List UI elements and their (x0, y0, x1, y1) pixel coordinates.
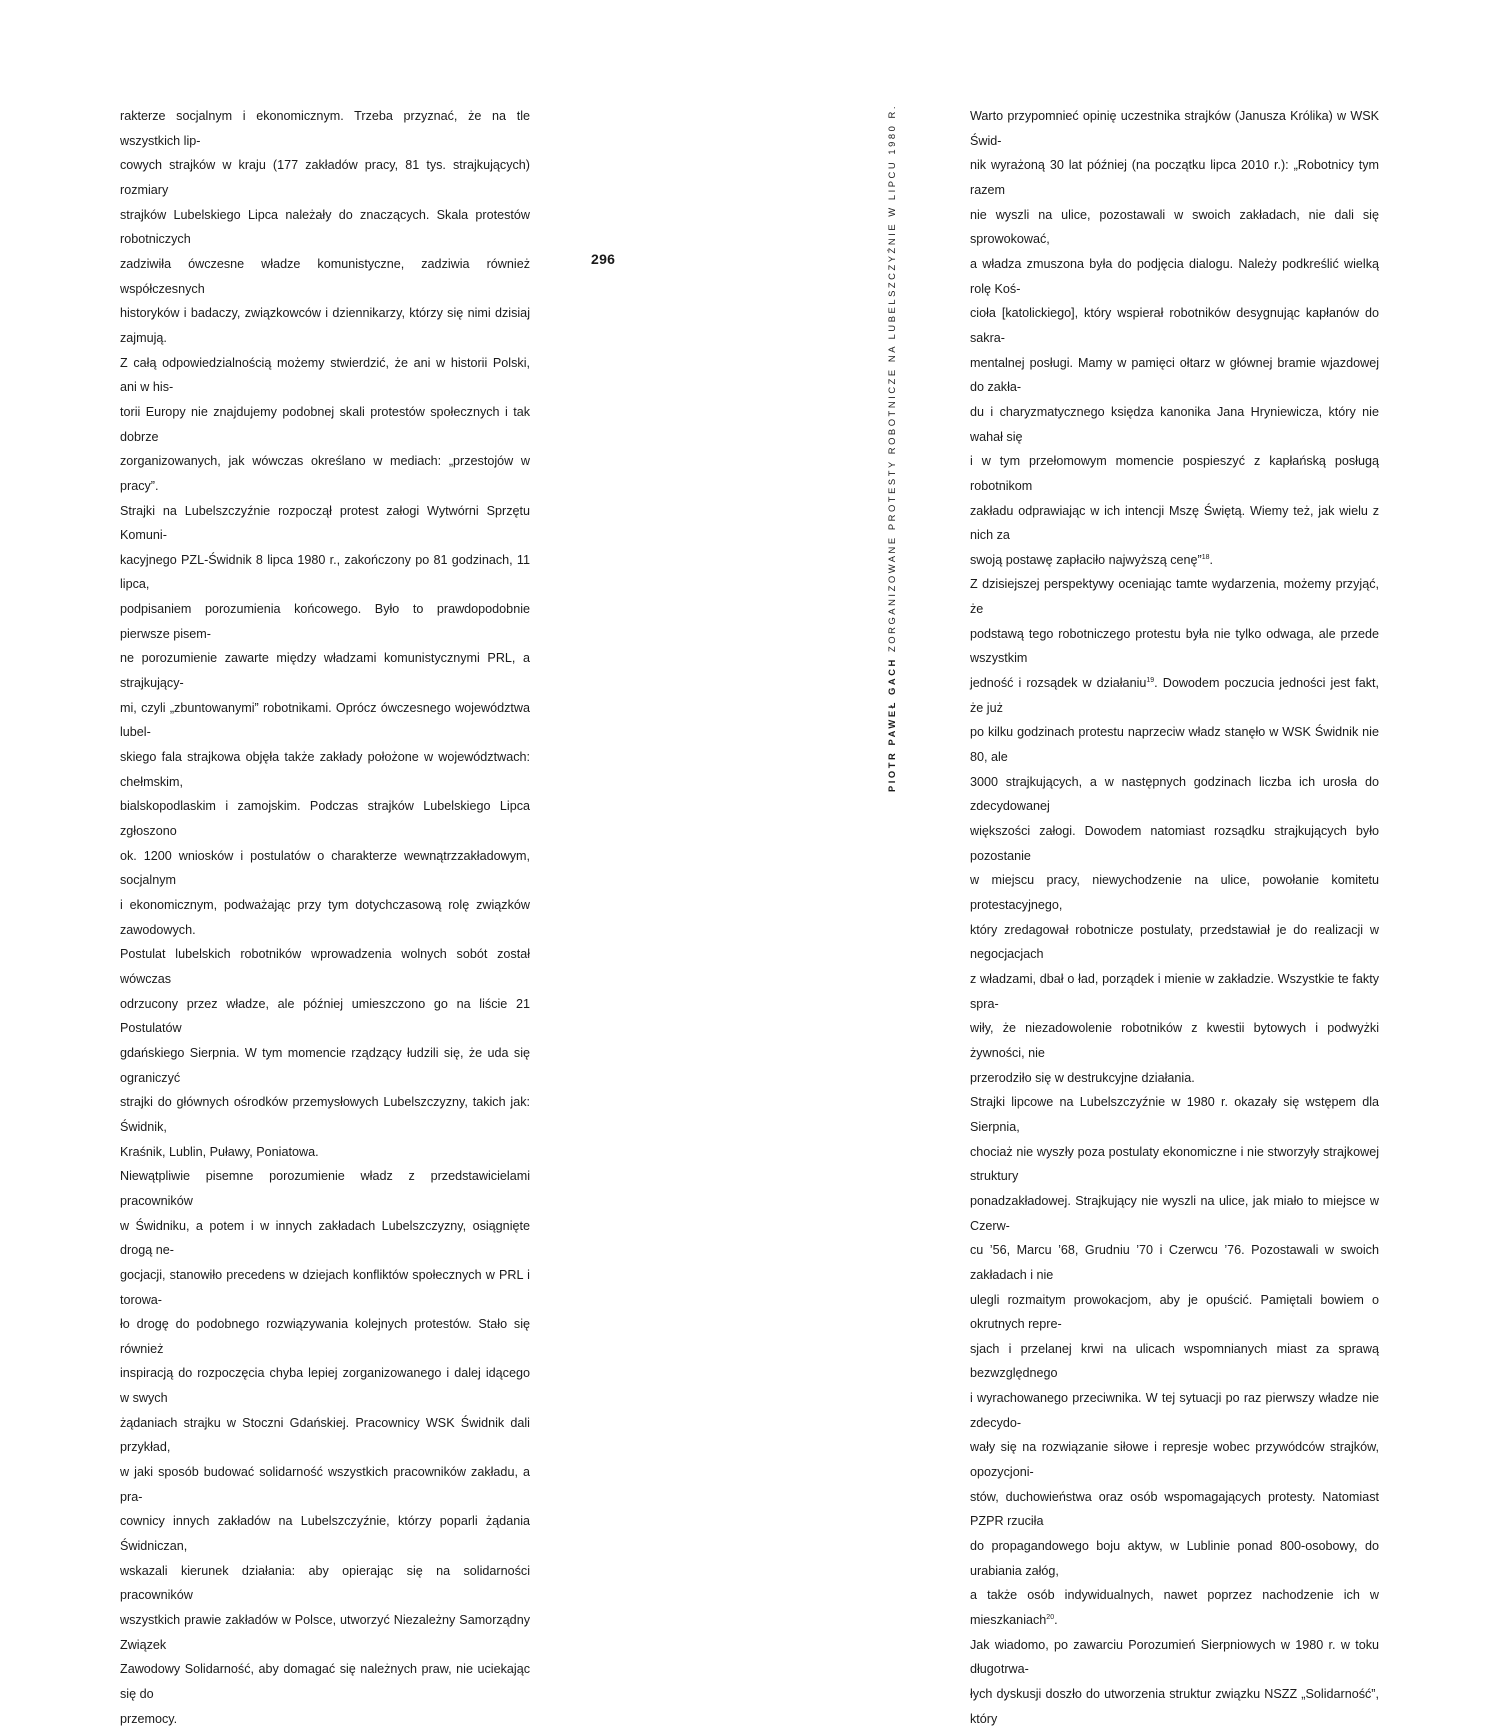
text-line: ne porozumienie zawarte między władzami komunistycznymi PRL, a strajkujący- (120, 651, 530, 691)
text-line: skiego fala strajkowa objęła także zakłady położone w województwach: chełmskim, (120, 750, 530, 789)
text-line: gdańskiego Sierpnia. W tym momencie rządzący łudzili się, że uda się ograniczyć (120, 1045, 530, 1085)
text-line: cownicy innych zakładów na Lubelszczyźnie, którzy poparli żądania Świdniczan, (120, 1514, 530, 1554)
text-line: Postulat lubelskich robotników wprowadzenia wolnych sobót został wówczas (120, 947, 530, 986)
running-head (886, 104, 898, 792)
text-line: zorganizowanych, jak wówczas określano w mediach: „przestojów w pracy”. (120, 454, 530, 493)
text-line: większości załogi. Dowodem natomiast rozsądku strajkujących było pozostanie (970, 824, 1379, 863)
text-line: rakterze socjalnym i ekonomicznym. Trzeba przyznać, że na tle wszystkich lip- (120, 109, 530, 148)
text-line: a także osób indywidualnych, nawet poprzez nachodzenie ich w mieszkaniach (970, 1588, 1379, 1628)
text-line: inspiracją do rozpoczęcia chyba lepiej zorganizowanego i dalej idącego w swych (120, 1366, 530, 1406)
text-line: Strajki lipcowe na Lubelszczyźnie w 1980 r. okazały się wstępem dla Sierpnia, (970, 1095, 1379, 1134)
text-line: Niewątpliwie pisemne porozumienie władz z przedstawicielami pracowników (120, 1169, 530, 1208)
text-line: w jaki sposób budować solidarność wszystkich pracowników zakładu, a pra- (120, 1465, 530, 1504)
text-line: 3000 strajkujących, a w następnych godzinach liczba ich urosła do zdecydowanej (970, 774, 1379, 814)
text-line: a władza zmuszona była do podjęcia dialogu. Należy podkreślić wielką rolę Koś- (970, 256, 1379, 296)
text-line: cowych strajków w kraju (177 zakładów pracy, 81 tys. strajkujących) rozmiary (120, 158, 530, 197)
text-line: podpisaniem porozumienia końcowego. Było to prawdopodobnie pierwsze pisem- (120, 602, 530, 641)
text-line: gocjacji, stanowiło precedens w dziejach konfliktów społecznych w PRL i torowa- (120, 1267, 530, 1307)
text-line: Z całą odpowiedzialnością możemy stwierdzić, że ani w historii Polski, ani w his- (120, 355, 530, 395)
text-line: du i charyzmatycznego księdza kanonika Jana Hryniewicza, który nie wahał się (970, 404, 1379, 444)
text-line: chociaż nie wyszły poza postulaty ekonomiczne i nie stworzyły strajkowej struktury (970, 1144, 1379, 1184)
text-line: ulegli rozmaitym prowokacjom, aby je opuścić. Pamiętali bowiem o okrutnych repre- (970, 1292, 1379, 1332)
text-line: przemocy. (120, 1711, 178, 1726)
text-line: cioła [katolickiego], który wspierał robotników desygnując kapłanów do sakra- (970, 306, 1379, 345)
text-line: . Dowodem poczucia jedności jest fakt, że już (970, 676, 1379, 715)
text-line: w Świdniku, a potem i w innych zakładach Lubelszczyzny, osiągnięte drogą ne- (120, 1218, 530, 1258)
text-line: strajki do głównych ośrodków przemysłowych Lubelszczyzny, takich jak: Świdnik, (120, 1095, 530, 1134)
text-line: Warto przypomnieć opinię uczestnika strajków (Janusza Królika) w WSK Świd- (970, 109, 1379, 148)
text-line: ło drogę do podobnego rozwiązywania kolejnych protestów. Stało się również (120, 1317, 530, 1356)
text-line: w miejscu pracy, niewychodzenie na ulice, powołanie komitetu protestacyjnego, (970, 873, 1379, 912)
text-line: . (1209, 552, 1213, 567)
text-line: nie wyszli na ulice, pozostawali w swoich zakładach, nie dali się sprowokować, (970, 207, 1379, 247)
text-line: i wyrachowanego przeciwnika. W tej sytuacji po raz pierwszy władze nie zdecydo- (970, 1391, 1379, 1430)
text-line: Z dzisiejszej perspektywy oceniając tamte wydarzenia, możemy przyjąć, że (970, 577, 1379, 617)
text-line: historyków i badaczy, związkowców i dziennikarzy, którzy się nimi dzisiaj zajmują. (120, 306, 530, 345)
page-number: 296 (591, 251, 616, 267)
text-line: żądaniach strajku w Stoczni Gdańskiej. Pracownicy WSK Świdnik dali przykład, (120, 1415, 530, 1455)
text-line: swoją postawę zapłaciło najwyższą cenę” (970, 552, 1202, 567)
text-line: torii Europy nie znajdujemy podobnej skali protestów społecznych i tak dobrze (120, 404, 530, 444)
text-line: mentalnej posługi. Mamy w pamięci ołtarz w głównej bramie wjazdowej do zakła- (970, 355, 1379, 395)
text-line: nik wyrażoną 30 lat później (na początku lipca 2010 r.): „Robotnicy tym razem (970, 158, 1379, 197)
paragraph (970, 104, 1379, 572)
text-line: Kraśnik, Lublin, Puławy, Poniatowa. (120, 1144, 319, 1159)
text-line: podstawą tego robotniczego protestu była nie tylko odwaga, ale przede wszystkim (970, 626, 1379, 666)
paragraph (120, 499, 530, 1165)
paragraph (970, 1090, 1379, 1632)
text-line: wskazali kierunek działania: aby opierając się na solidarności pracowników (120, 1563, 530, 1603)
footnote-marker: 20 (1046, 1613, 1055, 1621)
text-line: ok. 1200 wniosków i postulatów o charakterze wewnątrzzakładowym, socjalnym (120, 848, 530, 888)
running-head-title: ZORGANIZOWANE PROTESTY ROBOTNICZE NA LUBELSZCZYŹNIE W LIPCU 1980 R. (886, 103, 897, 652)
footnote-marker: 18 (1201, 553, 1210, 561)
text-line: po kilku godzinach protestu naprzeciw władz stanęło w WSK Świdnik nie 80, ale (970, 725, 1379, 765)
text-line: przerodziło się w destrukcyjne działania. (970, 1070, 1195, 1085)
text-line: łych dyskusji doszło do utworzenia struktur związku NSZZ „Solidarność”, który (970, 1687, 1379, 1726)
text-line: cu ’56, Marcu ’68, Grudniu ’70 i Czerwcu ’76. Pozostawali w swoich zakładach i nie (970, 1243, 1379, 1282)
footnote-marker: 19 (1146, 676, 1155, 684)
text-line: bialskopodlaskim i zamojskim. Podczas strajków Lubelskiego Lipca zgłoszono (120, 799, 530, 839)
paragraph (970, 572, 1379, 1090)
text-line: wszystkich prawie zakładów w Polsce, utworzyć Niezależny Samorządny Związek (120, 1613, 530, 1652)
text-line: zadziwiła ówczesne władze komunistyczne, zadziwia również współczesnych (120, 256, 530, 296)
text-line: mi, czyli „zbuntowanymi” robotnikami. Oprócz ówczesnego województwa lubel- (120, 700, 530, 740)
text-line: Zawodowy Solidarność, aby domagać się należnych praw, nie uciekając się do (120, 1662, 530, 1701)
text-line: i ekonomicznym, podważając przy tym dotychczasową rolę związków zawodowych. (120, 898, 530, 937)
text-line: wiły, że niezadowolenie robotników z kwestii bytowych i podwyżki żywności, nie (970, 1021, 1379, 1060)
text-line: jedność i rozsądek w działaniu (970, 676, 1147, 691)
text-line: Strajki na Lubelszczyźnie rozpoczął protest załogi Wytwórni Sprzętu Komuni- (120, 503, 530, 543)
text-line: do propagandowego boju aktyw, w Lublinie ponad 800-osobowy, do urabiania załóg, (970, 1539, 1379, 1578)
left-page-text (120, 104, 530, 1731)
text-line: który zredagował robotnicze postulaty, przedstawiał je do realizacji w negocjacjach (970, 922, 1379, 962)
text-line: wały się na rozwiązanie siłowe i represje wobec przywódców strajków, opozycjoni- (970, 1440, 1379, 1480)
text-line: sjach i przelanej krwi na ulicach wspomnianych miast za sprawą bezwzględnego (970, 1341, 1379, 1381)
text-line: stów, duchowieństwa oraz osób wspomagających protesty. Natomiast PZPR rzuciła (970, 1489, 1379, 1529)
text-line: . (1054, 1613, 1058, 1628)
paragraph (120, 104, 530, 499)
text-line: Jak wiadomo, po zawarciu Porozumień Sierpniowych w 1980 r. w toku długotrwa- (970, 1637, 1379, 1677)
running-head-author: PIOTR PAWEŁ GACH (886, 657, 897, 793)
paragraph (970, 1633, 1379, 1731)
paragraph (120, 1164, 530, 1731)
text-line: strajków Lubelskiego Lipca należały do znaczących. Skala protestów robotniczych (120, 207, 530, 247)
right-page-text (970, 104, 1379, 1731)
text-line: zakładu odprawiając w ich intencji Mszę Świętą. Wiemy też, jak wielu z nich za (970, 503, 1379, 543)
text-line: kacyjnego PZL-Świdnik 8 lipca 1980 r., zakończony po 81 godzinach, 11 lipca, (120, 552, 530, 592)
text-line: ponadzakładowej. Strajkujący nie wyszli na ulice, jak miało to miejsce w Czerw- (970, 1193, 1379, 1233)
text-line: i w tym przełomowym momencie pospieszyć z kapłańską posługą robotnikom (970, 454, 1379, 493)
text-line: odrzucony przez władze, ale później umieszczono go na liście 21 Postulatów (120, 996, 530, 1036)
text-line: z władzami, dbał o ład, porządek i mienie w zakładzie. Wszystkie te fakty spra- (970, 971, 1379, 1011)
